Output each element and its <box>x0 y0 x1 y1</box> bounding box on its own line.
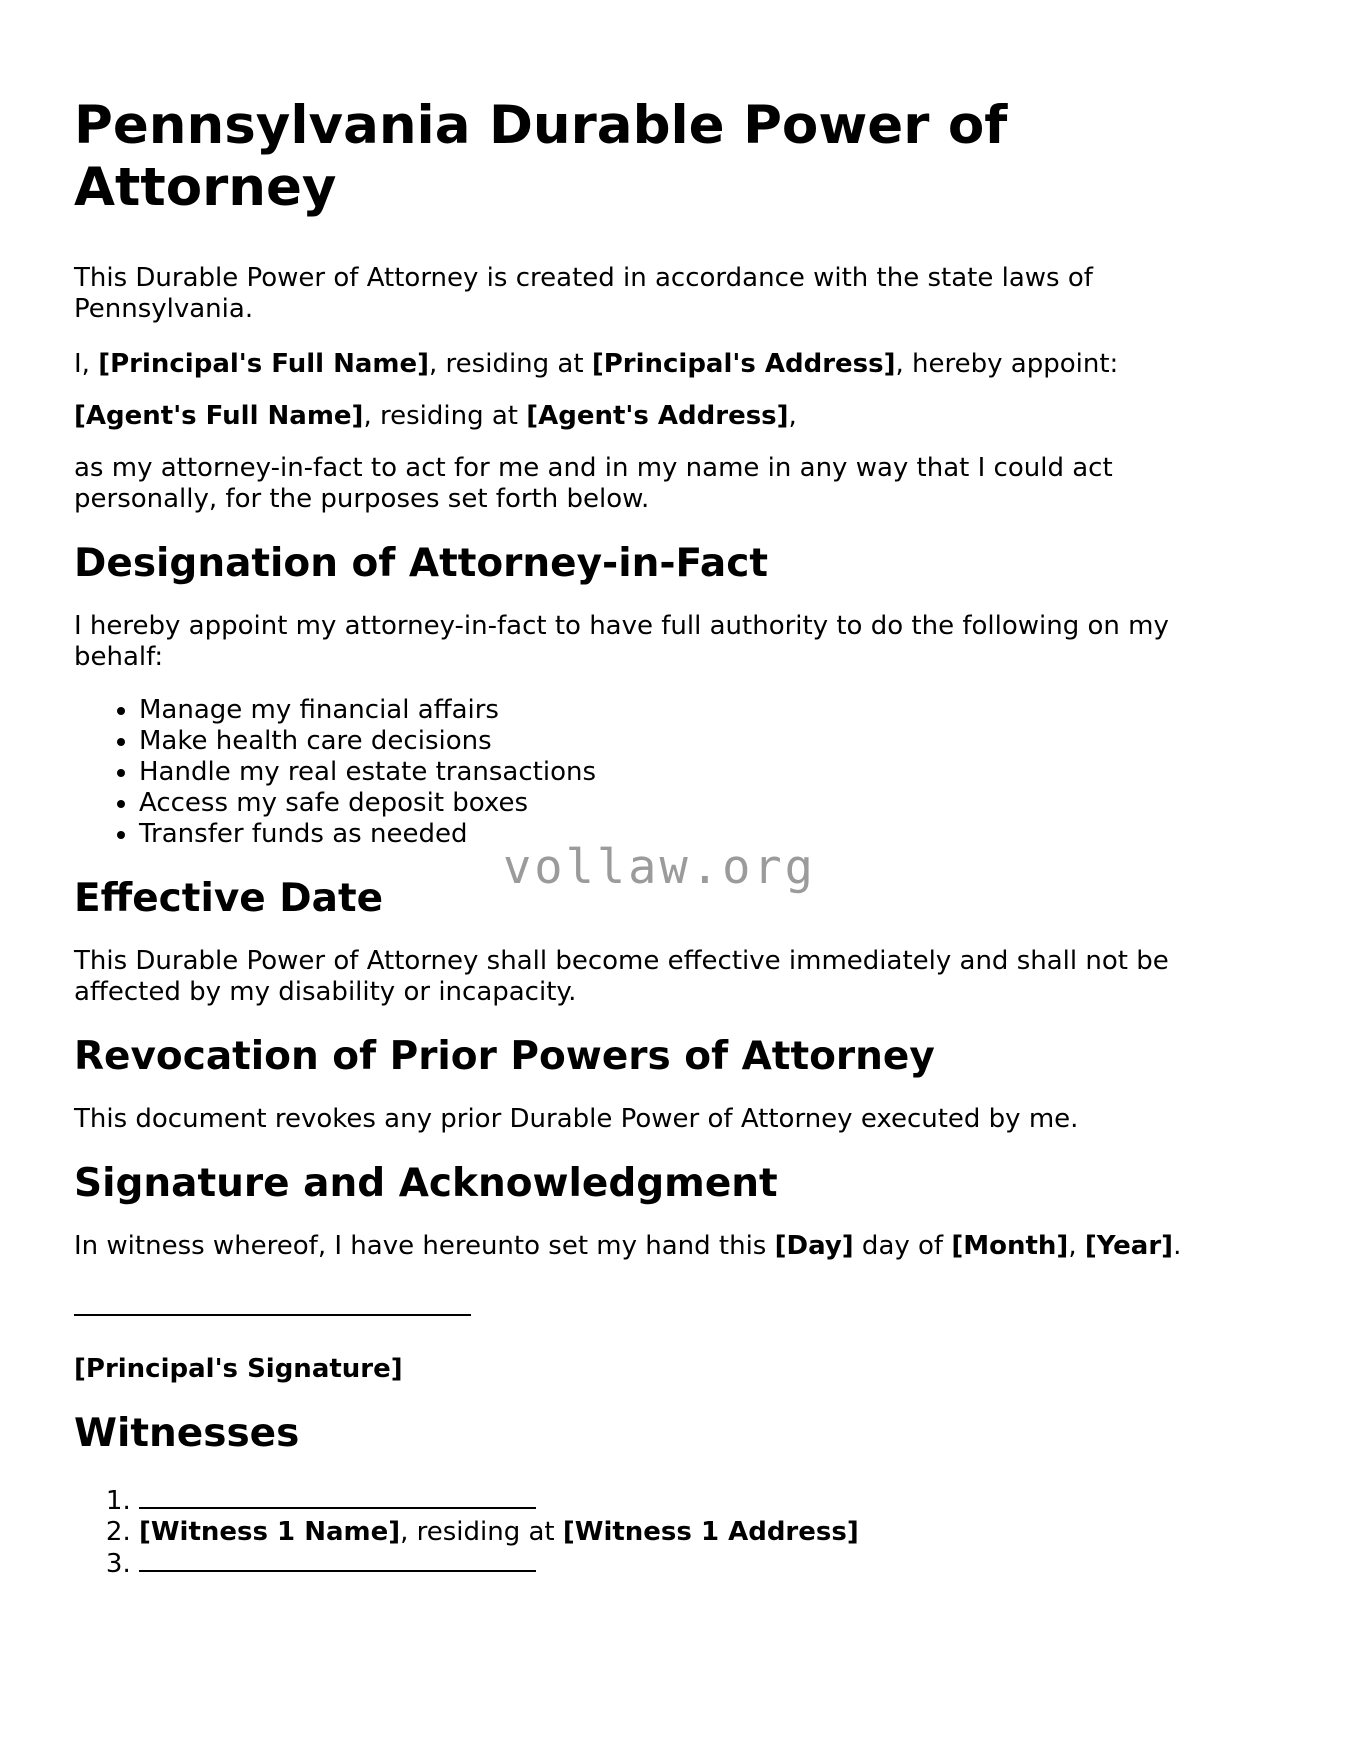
document-page <box>74 95 1264 1580</box>
principal-address-placeholder: [Principal's Address] <box>591 349 896 379</box>
witness-name-placeholder: [Witness 1 Name] <box>139 1517 401 1547</box>
witness-clause-comma: , <box>1068 1231 1085 1261</box>
witness-signature-line <box>139 1548 536 1572</box>
watermark: vollaw.org <box>503 840 816 895</box>
witness-address-placeholder: [Witness 1 Address] <box>562 1517 859 1547</box>
year-placeholder: [Year] <box>1084 1231 1174 1261</box>
day-placeholder: [Day] <box>774 1231 854 1261</box>
witness-clause-day-of: day of <box>853 1231 952 1261</box>
effective-date-heading: Effective Date <box>74 876 384 921</box>
month-placeholder: [Month] <box>951 1231 1069 1261</box>
witness-clause <box>74 1231 1264 1262</box>
agent-name-placeholder: [Agent's Full Name] <box>74 401 364 431</box>
principal-signature-line <box>74 1292 471 1316</box>
list-item: • Make health care decisions <box>139 726 1264 757</box>
list-item <box>139 1548 1264 1580</box>
agent-address-placeholder: [Agent's Address] <box>526 401 789 431</box>
intro-paragraph: This Durable Power of Attorney is created in accordance with the state laws of Pennsylvania. <box>74 263 1093 324</box>
list-item <box>139 1517 1264 1548</box>
appointment-prefix: I, <box>74 349 99 379</box>
revocation-heading: Revocation of Prior Powers of Attorney <box>74 1034 935 1079</box>
document-title: Pennsylvania Durable Power of Attorney <box>74 95 1008 218</box>
agent-paragraph <box>74 401 1264 432</box>
witness-clause-prefix: In witness whereof, I have hereunto set my hand this <box>74 1231 775 1261</box>
witnesses-heading: Witnesses <box>74 1411 300 1456</box>
designation-heading: Designation of Attorney-in-Fact <box>74 541 768 586</box>
purpose-paragraph: as my attorney-in-fact to act for me and in my name in any way that I could act personally, for the purposes set forth below. <box>74 453 1113 514</box>
effective-date-text: This Durable Power of Attorney shall become effective immediately and shall not be affected by my disability or incapacity. <box>74 946 1169 1007</box>
witnesses-list <box>74 1485 1264 1580</box>
signature-heading: Signature and Acknowledgment <box>74 1161 778 1206</box>
appointment-suffix: , hereby appoint: <box>895 349 1119 379</box>
list-item <box>139 1485 1264 1517</box>
list-item: • Access my safe deposit boxes <box>139 788 1264 819</box>
list-item: • Manage my financial affairs <box>139 695 1264 726</box>
principal-signature-placeholder: [Principal's Signature] <box>74 1354 403 1384</box>
revocation-text: This document revokes any prior Durable Power of Attorney executed by me. <box>74 1104 1079 1134</box>
list-item: • Transfer funds as needed <box>139 819 1264 850</box>
witness-clause-period: . <box>1173 1231 1182 1261</box>
designation-text: I hereby appoint my attorney-in-fact to have full authority to do the following on my behalf: <box>74 611 1169 672</box>
witness-residing: , residing at <box>400 1517 563 1547</box>
principal-name-placeholder: [Principal's Full Name] <box>98 349 430 379</box>
list-item: • Handle my real estate transactions <box>139 757 1264 788</box>
agent-residing: , residing at <box>363 401 527 431</box>
agent-suffix: , <box>788 401 797 431</box>
appointment-residing: , residing at <box>429 349 592 379</box>
powers-list <box>74 695 1264 850</box>
appointment-paragraph <box>74 349 1264 380</box>
principal-signature-label <box>74 1354 1264 1385</box>
witness-signature-line <box>139 1485 536 1509</box>
